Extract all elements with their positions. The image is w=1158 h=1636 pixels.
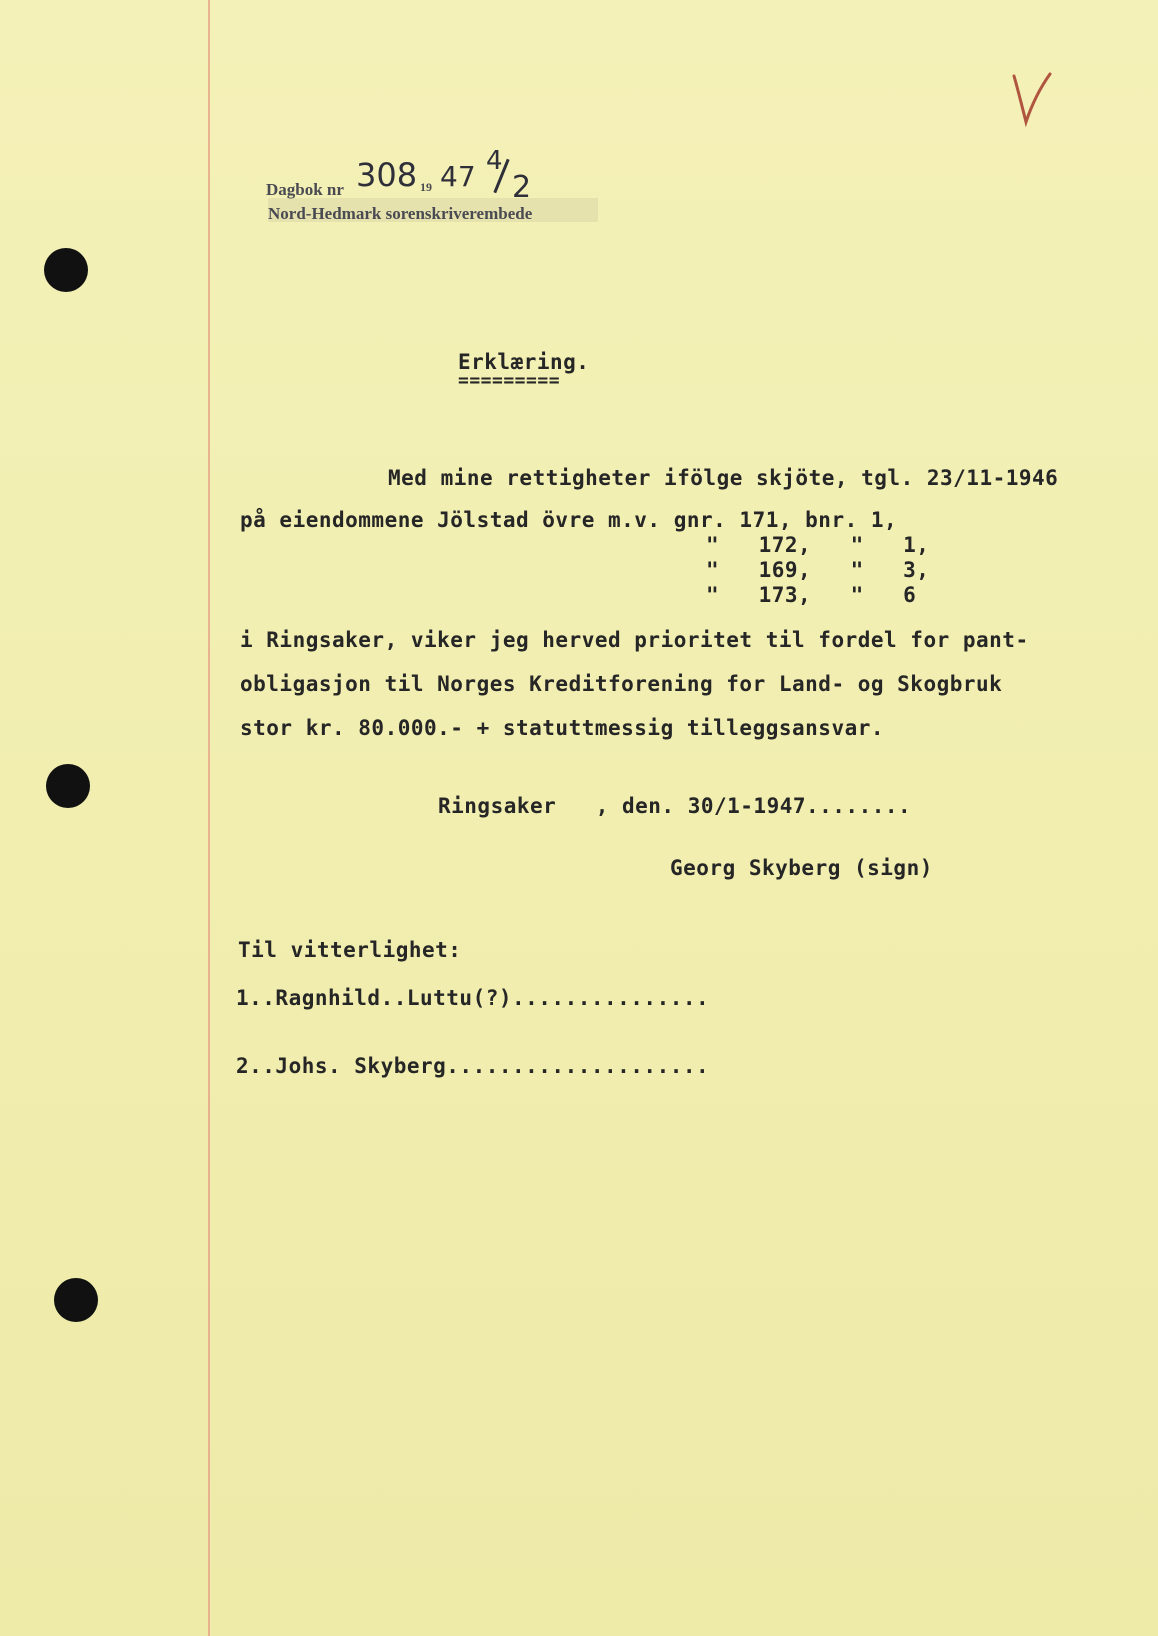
stamp-dagbok-label: Dagbok nr [266,180,344,199]
document-title-underline: ========= [458,370,561,391]
stamp-office-line: Nord-Hedmark sorenskriverembede [268,204,533,223]
signature: Georg Skyberg (sign) [670,856,933,880]
stamp-dagbok-number: 308 [356,156,418,194]
punch-hole-middle [46,764,90,808]
punch-hole-bottom [54,1278,98,1322]
stamp-year-suffix: 47 [440,160,476,193]
stamp-date-bottom: 2 [512,170,532,205]
witness-2: 2..Johs. Skyberg.................... [236,1054,710,1078]
body-line-7: obligasjon til Norges Kreditforening for Land- og Skogbruk [240,672,1003,696]
red-margin-line [208,0,210,1636]
body-line-3: " 172, " 1, [706,533,930,557]
body-line-2: på eiendommene Jölstad övre m.v. gnr. 171, bnr. 1, [240,508,898,532]
body-line-5: " 173, " 6 [706,583,917,607]
witness-heading: Til vitterlighet: [238,938,462,962]
document-title: Erklæring. [458,350,590,374]
check-mark-icon [1010,70,1054,128]
body-line-8: stor kr. 80.000.- + statuttmessig tilleggsansvar. [240,716,885,740]
punch-hole-top [44,248,88,292]
body-line-4: " 169, " 3, [706,558,930,582]
stamp-date-top: 4 [486,146,503,176]
body-line-1: Med mine rettigheter ifölge skjöte, tgl. 23/11-1946 [388,466,1059,490]
body-line-6: i Ringsaker, viker jeg herved prioritet til fordel for pant- [240,628,1029,652]
stamp-year-prefix: 19 [420,180,432,194]
place-date: Ringsaker , den. 30/1-1947........ [438,794,912,818]
witness-1: 1..Ragnhild..Luttu(?)............... [236,986,710,1010]
